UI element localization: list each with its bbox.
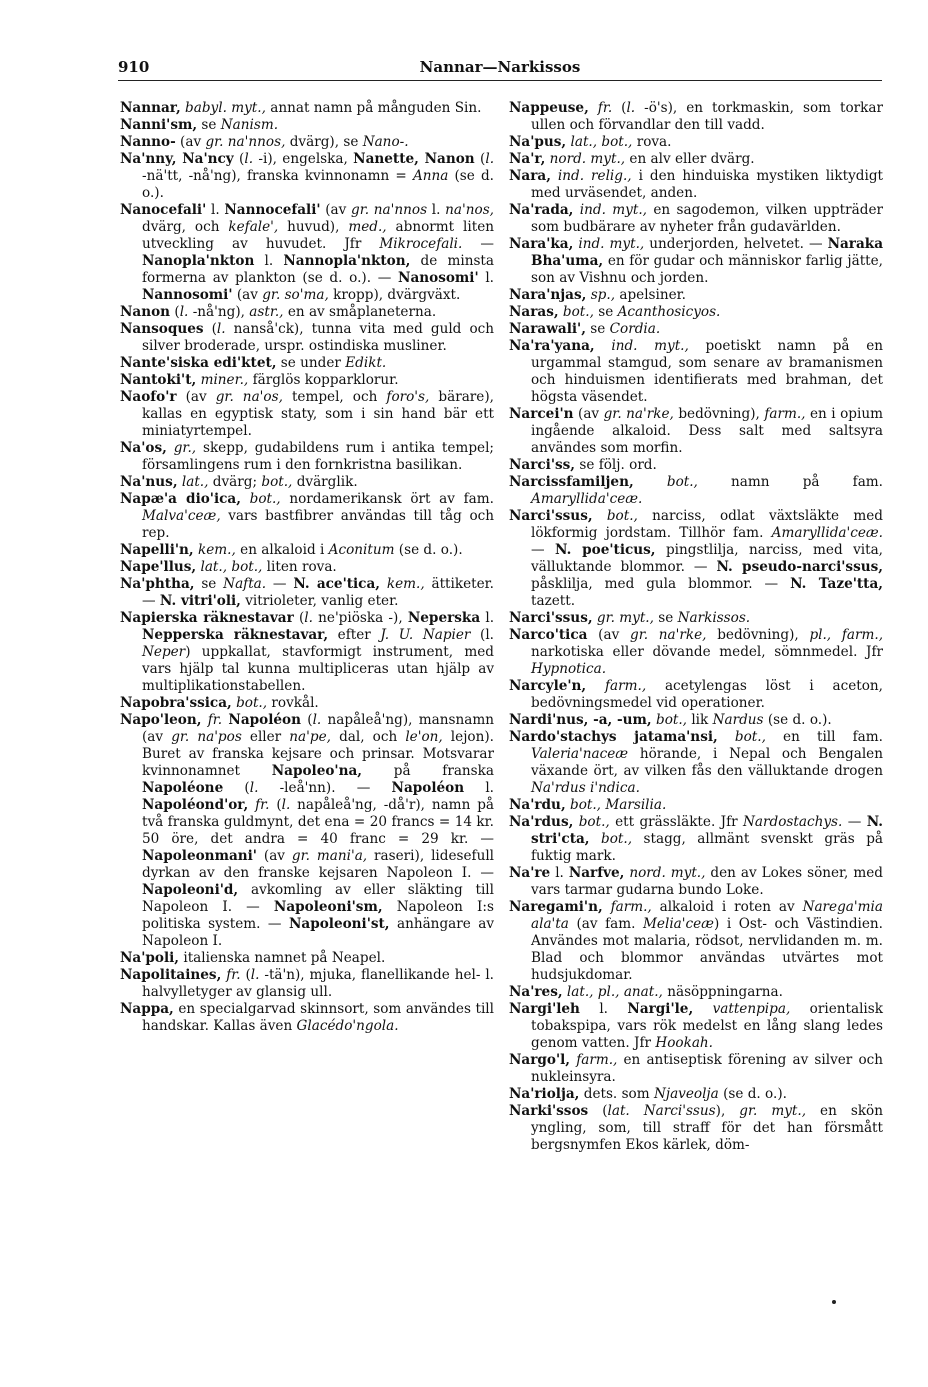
header-rule <box>118 80 882 81</box>
dictionary-entry: Nargi'leh l. Nargi'le, vattenpipa, orientalisk tobakspipa, vars rök medelst en lång slang ledes genom vatten. Jfr Hookah. <box>509 1001 883 1051</box>
dictionary-entry: Na'ra'yana, ind. myt., poetiskt namn på en urgammal stamgud, som senare av bramanismen och hinduismen identifierats med brahman, det högsta väsendet. <box>509 338 883 405</box>
dictionary-entry: Nantoki't, miner., färglös kopparklorur. <box>120 372 399 388</box>
dictionary-entry: Narci'ssus, gr. myt., se Narkissos. <box>509 610 751 626</box>
dictionary-entry: Nappa, en specialgarvad skinnsort, som användes till handskar. Kallas även Glacédo'ngola. <box>120 1001 494 1034</box>
dictionary-entry: Nannar, babyl. myt., annat namn på månguden Sin. <box>120 100 482 116</box>
dictionary-entry: Nara'njas, sp., apelsiner. <box>509 287 686 303</box>
dictionary-entry: Nargo'l, farm., en antiseptisk förening av silver och nukleinsyra. <box>509 1052 883 1085</box>
dictionary-entry: Naregami'n, farm., alkaloid i roten av Narega'mia ala'ta (av fam. Melia'ceæ) i Ost- och Västindien. Användes mot malaria, rödsot, nervlidanden m. m. Blad och blommor användas utvärtes mot hudsjukdomar. <box>509 899 883 983</box>
dictionary-entry: Narco'tica (av gr. na'rke, bedövning), pl., farm., narkotiska eller dövande medel, sömnmedel. Jfr Hypnotica. <box>509 627 884 677</box>
dictionary-entry: Na'rdus, bot., ett grässläkte. Jfr Nardostachys. — N. stri'cta, bot., stagg, allmänt svenskt gräs på fuktig mark. <box>509 814 883 864</box>
dictionary-entry: Nape'llus, lat., bot., liten rova. <box>120 559 337 575</box>
dictionary-entry: Narki'ssos (lat. Narci'ssus), gr. myt., en skön yngling, som, till straff för det han försmått bergsnymfen Ekos kärlek, döm- <box>509 1103 884 1153</box>
dictionary-entry: Nardo'stachys jatama'nsi, bot., en till fam. Valeria'naceæ hörande, i Nepal och Bengalen växande ört, av vilken fås den välluktande drogen Na'rdus i'ndica. <box>509 729 883 796</box>
dictionary-entry: Na'pus, lat., bot., rova. <box>509 134 672 150</box>
dictionary-entry: Narcyle'n, farm., acetylengas löst i aceton, bedövningsmedel vid operationer. <box>509 678 883 711</box>
dictionary-entry: Na'r, nord. myt., en alv eller dvärg. <box>509 151 755 167</box>
dictionary-entry: Na'res, lat., pl., anat., näsöppningarna. <box>509 984 783 1000</box>
dictionary-entry: Nardi'nus, -a, -um, bot., lik Nardus (se d. o.). <box>509 712 832 728</box>
dictionary-entry: Nara'ka, ind. myt., underjorden, helvetet. — Naraka Bha'uma, en för gudar och människor farlig jätte, son av Vishnu och jorden. <box>509 236 884 286</box>
dictionary-entry: Napobra'ssica, bot., rovkål. <box>120 695 319 711</box>
dictionary-entry: Napierska räknestavar (l. ne'piöska -), Neperska l. Nepperska räknestavar, efter J. U. Napier (l. Neper) uppkallat, stavformigt instrument, med vars hjälp tal kunna multipliceras utan hjälp av multiplikationstabellen. <box>120 610 495 694</box>
dictionary-entry: Narcei'n (av gr. na'rke, bedövning), farm., en i opium ingående alkaloid. Dess salt med saltsyra användes som morfin. <box>509 406 883 456</box>
dictionary-entry: Na're l. Narfve, nord. myt., den av Lokes söner, med vars tarmar gudarna bundo Loke. <box>509 865 883 898</box>
dictionary-entry: Napo'leon, fr. Napoléon (l. napåleå'ng), mansnamn (av gr. na'pos eller na'pe, dal, och le'on, lejon). Buret av franska kejsare och prinsar. Motsvarar kvinnonamnet Napoleo'na, på franska Napoléone (l. -leå'nn). — Napoléon l. Napoléond'or, fr. (l. napåleå'ng, -då'r), namn på två franska guldmynt, det ena = 20 francs = 14 kr. 50 öre, det andra = 40 franc = 29 kr. — Napoleonmani' (av gr. mani'a, raseri), lidesefull dyrkan av den franske kejsaren Napoleon I. — Napoleoni'd, avkomling av eller släkting till Napoleon I. — Napoleoni'sm, Napoleon I:s politiska system. — Napoleoni'st, anhängare av Napoleon I. <box>120 712 495 949</box>
dictionary-entry: Naras, bot., se Acanthosicyos. <box>509 304 721 320</box>
dictionary-entry: Na'rada, ind. myt., en sagodemon, vilken uppträder som budbärare av nyheter från gudavärlden. <box>509 202 883 235</box>
dictionary-entry: Napelli'n, kem., en alkaloid i Aconitum (se d. o.). <box>120 542 463 558</box>
dictionary-entry: Narawali', se Cordia. <box>509 321 661 337</box>
dictionary-entry: Nara, ind. relig., i den hinduiska mystiken liktydigt med urväsendet, anden. <box>509 168 883 201</box>
dictionary-entry: Na'rdu, bot., Marsilia. <box>509 797 667 813</box>
dictionary-entry: Nansoques (l. nanså'ck), tunna vita med guld och silver broderade, urspr. ostindiska musliner. <box>120 321 494 354</box>
page-header <box>118 58 882 80</box>
dictionary-entry: Nappeuse, fr. (l. -ö's), en torkmaskin, som torkar ullen och förvandlar den till vadd. <box>509 100 883 133</box>
dictionary-entry: Na'phtha, se Nafta. — N. ace'tica, kem., ättiketer. — N. vitri'oli, vitrioleter, vanlig eter. <box>120 576 494 609</box>
dictionary-entry: Na'poli, italienska namnet på Neapel. <box>120 950 386 966</box>
right-column <box>509 100 883 1154</box>
dictionary-entry: Na'riolja, dets. som Njaveolja (se d. o.). <box>509 1086 787 1102</box>
page-number: 910 <box>118 58 150 76</box>
left-column <box>120 100 494 1035</box>
dictionary-entry: Narcissfamiljen, bot., namn på fam. Amaryllida'ceæ. <box>509 474 884 507</box>
dictionary-entry: Narci'ss, se följ. ord. <box>509 457 657 473</box>
page-title: Nannar—Narkissos <box>419 58 581 76</box>
dictionary-entry: Napæ'a dio'ica, bot., nordamerikansk ört av fam. Malva'ceæ, vars bastfibrer användas till tåg och rep. <box>120 491 494 541</box>
stray-mark <box>832 1300 836 1304</box>
dictionary-entry: Nante'siska edi'ktet, se under Edikt. <box>120 355 387 371</box>
dictionary-entry: Nanno- (av gr. na'nnos, dvärg), se Nano-. <box>120 134 409 150</box>
dictionary-entry: Nanni'sm, se Nanism. <box>120 117 279 133</box>
dictionary-entry: Na'os, gr., skepp, gudabildens rum i antika tempel; församlingens rum i den fornkristna basilikan. <box>120 440 494 473</box>
dictionary-entry: Narci'ssus, bot., narciss, odlat växtsläkte med lökformig jordstam. Tillhör fam. Amaryllida'ceæ. — N. poe'ticus, pingstlilja, narciss, med vita, välluktande blommor. — N. pseudo-narci'ssus, påsklilja, med gula blommor. — N. Taze'tta, tazett. <box>509 508 883 609</box>
dictionary-entry: Nanocefali' l. Nannocefali' (av gr. na'nnos l. na'nos, dvärg, och kefale', huvud), med., abnormt liten utveckling av huvudet. Jfr Mikrocefali. — Nanopla'nkton l. Nannopla'nkton, de minsta formerna av plankton (se d. o.). — Nanosomi' l. Nannosomi' (av gr. so'ma, kropp), dvärgväxt. <box>120 202 495 303</box>
dictionary-entry: Naofo'r (av gr. na'os, tempel, och foro's, bärare), kallas en egyptisk staty, som i sin hand bär ett miniatyrtempel. <box>120 389 494 439</box>
dictionary-entry: Na'nus, lat., dvärg; bot., dvärglik. <box>120 474 358 490</box>
dictionary-entry: Napolitaines, fr. (l. -tä'n), mjuka, flanellikande hel- l. halvylletyger av glansig ull. <box>120 967 495 1000</box>
dictionary-entry: Na'nny, Na'ncy (l. -i), engelska, Nanette, Nanon (l. -nä'tt, -nå'ng), franska kvinnonamn = Anna (se d. o.). <box>120 151 495 201</box>
dictionary-entry: Nanon (l. -nå'ng), astr., en av småplaneterna. <box>120 304 437 320</box>
